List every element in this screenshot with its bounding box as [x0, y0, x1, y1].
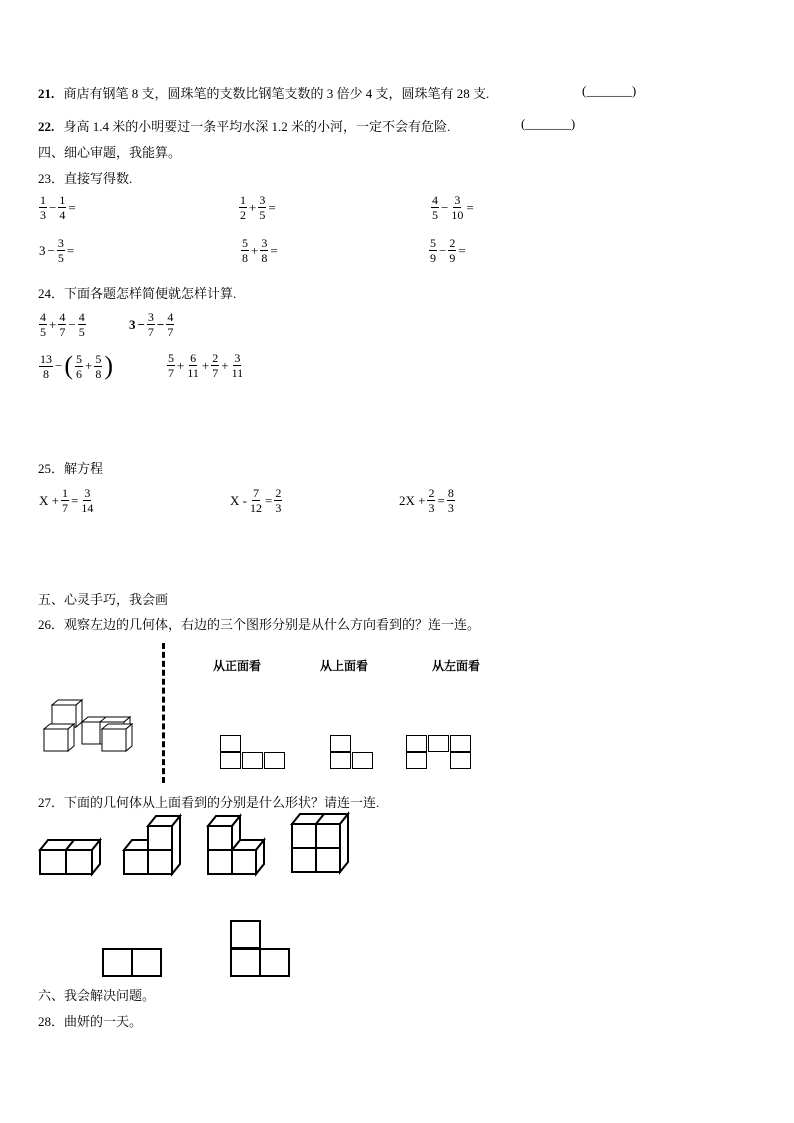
- question-24-title: 24．下面各题怎样简便就怎样计算.: [38, 286, 237, 301]
- question-26-title: 26．观察左边的几何体，右边的三个图形分别是从什么方向看到的？连一连。: [38, 617, 481, 632]
- section-5-heading: 五、心灵手巧，我会画: [38, 592, 169, 607]
- calc-item: $\frac{5}{8}$ + $\frac{3}{8}$ =: [242, 236, 278, 265]
- question-27-title: 27．下面的几何体从上面看到的分别是什么形状？请连一连.: [38, 795, 380, 810]
- question-25-title: 25．解方程: [38, 461, 104, 476]
- calc-item: $\frac{5}{9}$ − $\frac{2}{9}$ =: [430, 236, 466, 265]
- answer-blank-22[interactable]: (_______): [521, 116, 576, 131]
- calc-item: $\frac{4}{5}$ − $\frac{3}{10}$ =: [432, 193, 474, 222]
- answer-blank-21[interactable]: (_______): [582, 83, 637, 98]
- calc-item: $\frac{1}{3}$ − $\frac{1}{4}$ =: [40, 193, 76, 222]
- question-23-title: 23．直接写得数.: [38, 171, 133, 186]
- question-21: [38, 83, 489, 102]
- section-4-heading: 四、细心审题，我能算。: [38, 145, 182, 160]
- cube-assembly-figure: [40, 700, 150, 760]
- equation-1: X + $\frac{1}{7}$ = $\frac{3}{14}$: [39, 486, 94, 515]
- solid-figures-row: [38, 812, 358, 876]
- view-label-front: 从正面看: [213, 659, 262, 673]
- expression-1: $\frac{4}{5}$ + $\frac{4}{7}$ − $\frac{4}{5}$: [40, 310, 85, 339]
- question-22: [38, 116, 450, 135]
- question-number: 22.: [38, 119, 55, 134]
- dashed-divider: [162, 643, 165, 783]
- expression-3: $\frac{13}{8}$ −( $\frac{5}{6}$ + $\frac{5}{8}$ ): [40, 351, 114, 381]
- question-28-title: 28．曲妍的一天。: [38, 1014, 143, 1029]
- equation-3: 2X + $\frac{2}{3}$ = $\frac{8}{3}$: [399, 486, 454, 515]
- solid-figure-4: [292, 814, 348, 872]
- equation-2: X - $\frac{7}{12}$ = $\frac{2}{3}$: [230, 486, 282, 515]
- solid-figure-3: [208, 816, 264, 874]
- view-label-left: 从左面看: [432, 659, 481, 673]
- question-number: 21.: [38, 86, 55, 101]
- expression-2: 3 − $\frac{3}{7}$ − $\frac{4}{7}$: [129, 310, 174, 339]
- solid-figure-1: [40, 840, 100, 874]
- view-label-top: 从上面看: [320, 659, 369, 673]
- calc-item: $\frac{1}{2}$ + $\frac{3}{5}$ =: [240, 193, 276, 222]
- calc-item: 3 − $\frac{3}{5}$ =: [39, 236, 75, 265]
- expression-4: $\frac{5}{7}$ + $\frac{6}{11}$ + $\frac{2}{7}$ + $\frac{3}{11}$: [168, 351, 244, 380]
- question-text: 商店有钢笔 8 支，圆珠笔的支数比钢笔支数的 3 倍少 4 支，圆珠笔有 28 支.: [63, 86, 490, 101]
- section-6-heading: 六、我会解决问题。: [38, 988, 156, 1003]
- solid-figure-2: [124, 816, 180, 874]
- question-text: 身高 1.4 米的小明要过一条平均水深 1.2 米的小河，一定不会有危险.: [63, 119, 451, 134]
